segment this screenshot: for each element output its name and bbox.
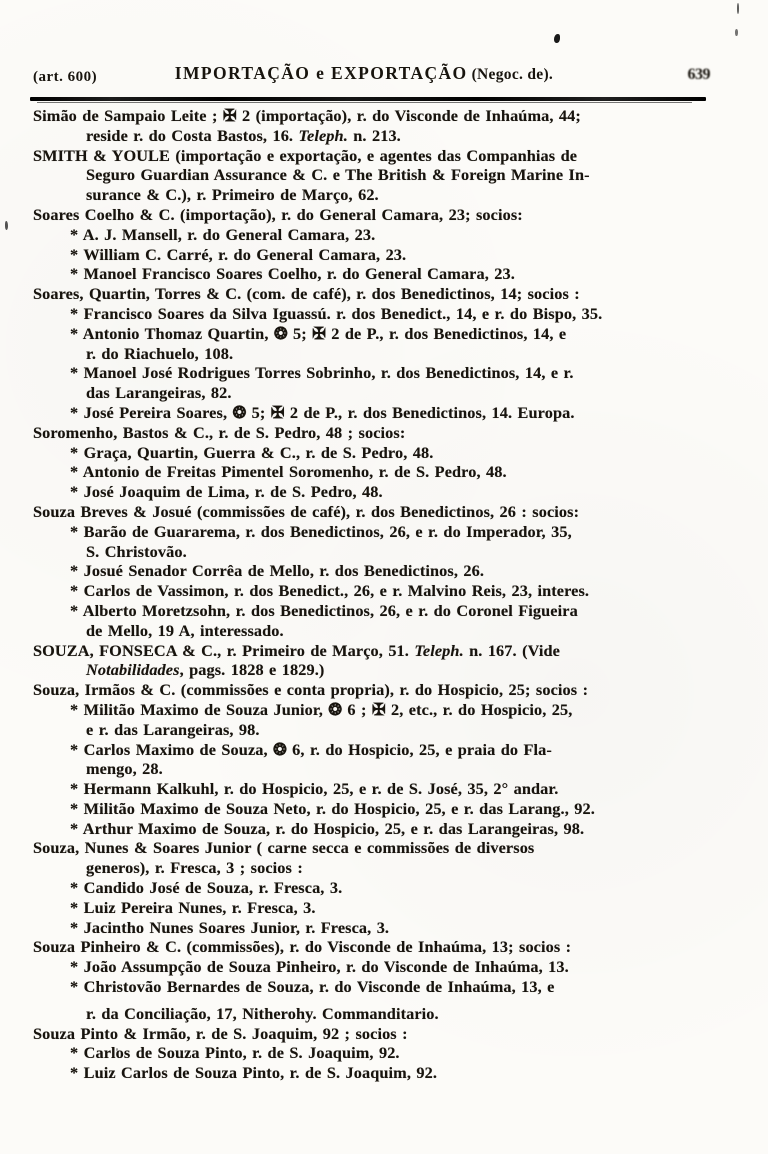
directory-lines (33, 106, 711, 1083)
directory-line: * Manoel Francisco Soares Coelho, r. do General Camara, 23. (70, 264, 515, 284)
directory-line: * Hermann Kalkuhl, r. do Hospicio, 25, e r. de S. José, 35, 2° andar. (70, 779, 559, 799)
directory-line: S. Christovão. (86, 541, 187, 561)
directory-line: * Militão Maximo de Souza Junior, ❂ 6 ; ✠ 2, etc., r. do Hospicio, 25, (70, 699, 573, 719)
directory-line: Notabilidades, pags. 1828 e 1829.) (86, 660, 325, 680)
directory-line: reside r. do Costa Bastos, 16. Teleph. n. 213. (86, 125, 401, 145)
article-reference: (art. 600) (33, 69, 98, 85)
directory-line: Souza, Irmãos & C. (commissões e conta propria), r. do Hospicio, 25; socios : (33, 680, 589, 700)
directory-line: * Graça, Quartin, Guerra & C., r. de S. Pedro, 48. (70, 442, 434, 462)
ink-speck (5, 221, 8, 230)
directory-line: SOUZA, FONSECA & C., r. Primeiro de Março, 51. Teleph. n. 167. (Vide (33, 640, 560, 660)
directory-line: * A. J. Mansell, r. do General Camara, 23. (70, 224, 376, 244)
directory-line: * Antonio Thomaz Quartin, ❂ 5; ✠ 2 de P., r. dos Benedictinos, 14, e (70, 323, 567, 343)
header-rule (30, 97, 706, 101)
directory-line: * José Pereira Soares, ❂ 5; ✠ 2 de P., r. dos Benedictinos, 14. Europa. (70, 402, 575, 422)
directory-line: * Luiz Carlos de Souza Pinto, r. de S. Joaquim, 92. (70, 1063, 438, 1083)
directory-line: Seguro Guardian Assurance & C. e The British & Foreign Marine In- (86, 165, 590, 185)
directory-line: * Luiz Pereira Nunes, r. Fresca, 3. (70, 897, 316, 917)
directory-line: * Antonio de Freitas Pimentel Soromenho, r. de S. Pedro, 48. (70, 462, 507, 482)
directory-line: * Candido José de Souza, r. Fresca, 3. (70, 878, 343, 898)
directory-line: * Manoel José Rodrigues Torres Sobrinho, r. dos Benedictinos, 14, e r. (70, 363, 574, 383)
directory-line: Souza, Nunes & Soares Junior ( carne secca e commissões de diversos (33, 838, 535, 858)
ink-speck (735, 29, 738, 36)
directory-line: surance & C.), r. Primeiro de Março, 62. (86, 185, 379, 205)
page-number: 639 (687, 66, 710, 83)
ink-speck (737, 3, 739, 14)
directory-line: generos), r. Fresca, 3 ; socios : (86, 858, 303, 878)
directory-line: * Barão de Guararema, r. dos Benedictinos, 26, e r. do Imperador, 35, (70, 521, 572, 541)
directory-line: das Larangeiras, 82. (86, 383, 232, 403)
page-title-main: IMPORTAÇÃO e EXPORTAÇÃO (174, 63, 468, 83)
directory-line: r. da Conciliação, 17, Nitherohy. Commanditario. (86, 1003, 439, 1023)
ink-speck (554, 34, 560, 43)
directory-line: Soares, Quartin, Torres & C. (com. de café), r. dos Benedictinos, 14; socios : (33, 284, 580, 304)
directory-line: * Josué Senador Corrêa de Mello, r. dos Benedictinos, 26. (70, 561, 485, 581)
directory-line: * João Assumpção de Souza Pinheiro, r. do Visconde de Inhaúma, 13. (70, 957, 569, 977)
directory-line: Souza Pinheiro & C. (commissões), r. do Visconde de Inhaúma, 13; socios : (33, 937, 572, 957)
directory-line: * Militão Maximo de Souza Neto, r. do Hospicio, 25, e r. das Larang., 92. (70, 798, 595, 818)
directory-line: SMITH & YOULE (importação e exportação, e agentes das Companhias de (33, 145, 578, 165)
directory-line: * Carlos de Souza Pinto, r. de S. Joaquim, 92. (70, 1043, 400, 1063)
page-title-suffix: (Negoc. de). (471, 66, 554, 83)
directory-line: * Carlos de Vassimon, r. dos Benedict., 26, e r. Malvino Reis, 23, interes. (70, 581, 590, 601)
directory-line: * William C. Carré, r. do General Camara, 23. (70, 244, 407, 264)
directory-line: * Francisco Soares da Silva Iguassú. r. dos Benedict., 14, e r. do Bispo, 35. (70, 303, 603, 323)
directory-line: de Mello, 19 A, interessado. (86, 620, 284, 640)
directory-line: * José Joaquim de Lima, r. de S. Pedro, 48. (70, 482, 383, 502)
directory-line: * Carlos Maximo de Souza, ❂ 6, r. do Hospicio, 25, e praia do Fla- (70, 739, 552, 759)
directory-line: e r. das Larangeiras, 98. (86, 719, 260, 739)
directory-line: * Alberto Moretzsohn, r. dos Benedictinos, 26, e r. do Coronel Figueira (70, 600, 578, 620)
directory-line: r. do Riachuelo, 108. (86, 343, 234, 363)
directory-line: * Arthur Maximo de Souza, r. do Hospicio, 25, e r. das Larangeiras, 98. (70, 818, 585, 838)
directory-line: * Christovão Bernardes de Souza, r. do Visconde de Inhaúma, 13, e (70, 977, 555, 997)
page-header (33, 60, 710, 96)
directory-line: Souza Breves & Josué (commissões de café), r. dos Benedictinos, 26 : socios: (33, 501, 580, 521)
directory-line: Simão de Sampaio Leite ; ✠ 2 (importação), r. do Visconde de Inhaúma, 44; (33, 106, 581, 125)
directory-line: Souza Pinto & Irmão, r. de S. Joaquim, 92 ; socios : (33, 1023, 408, 1043)
directory-line: mengo, 28. (86, 759, 163, 779)
directory-line: Soromenho, Bastos & C., r. de S. Pedro, 48 ; socios: (33, 422, 406, 442)
page-title (175, 63, 553, 84)
ink-speck (116, 1048, 118, 1051)
directory-line: Soares Coelho & C. (importação), r. do General Camara, 23; socios: (33, 204, 523, 224)
directory-line: * Jacintho Nunes Soares Junior, r. Fresca, 3. (70, 917, 390, 937)
